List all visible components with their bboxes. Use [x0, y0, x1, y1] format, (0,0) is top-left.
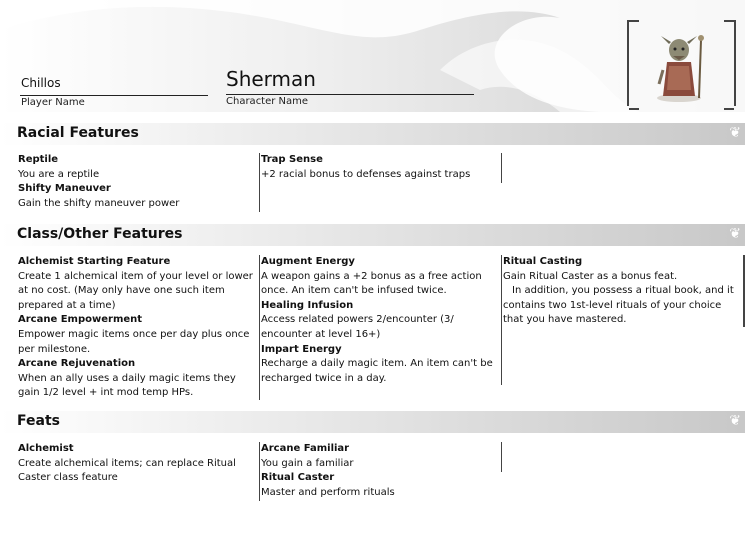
feature-title: Arcane Rejuvenation — [18, 358, 136, 370]
feature-title: Trap Sense — [261, 154, 323, 165]
feats-title: Feats — [17, 413, 60, 429]
column-divider — [259, 153, 260, 212]
character-name-label: Character Name — [226, 96, 309, 107]
feat-desc: You gain a familiar — [261, 457, 354, 469]
column-divider — [501, 255, 502, 385]
racial-features-col-1 — [18, 153, 254, 211]
feature-title: Shifty Maneuver — [18, 183, 111, 195]
feature-desc-text: In addition, you possess a ritual book, and it contains two 1st-level rituals of your choice that you have mastered. — [503, 285, 734, 326]
column-divider — [259, 255, 260, 400]
player-name-line — [20, 95, 208, 96]
column-divider — [501, 153, 502, 183]
feat-title: Ritual Caster — [261, 472, 335, 484]
feats-col-1 — [18, 442, 254, 486]
player-name-value: Chillos — [21, 76, 61, 90]
column-divider — [501, 442, 502, 472]
player-name-label: Player Name — [21, 97, 85, 108]
feature-title: Healing Infusion — [261, 299, 354, 311]
racial-features-col-2 — [261, 153, 497, 182]
feature-desc: Gain Ritual Caster as a bonus feat. — [503, 270, 678, 282]
feat-title: Alchemist — [18, 443, 74, 454]
feature-title: Augment Energy — [261, 256, 355, 267]
feature-desc: Create 1 alchemical item of your level or lower at no cost. (May only have one such item prepared at a time) — [18, 270, 253, 311]
character-portrait — [627, 20, 736, 106]
class-features-col-1 — [18, 255, 258, 401]
column-divider — [259, 442, 260, 501]
feature-title: Alchemist Starting Feature — [18, 256, 171, 267]
curl-ornament-icon: ❦ — [729, 413, 741, 429]
feature-desc: A weapon gains a +2 bonus as a free action once. An item can't be infused twice. — [261, 270, 482, 297]
feature-desc: Gain the shifty maneuver power — [18, 197, 180, 209]
racial-features-bar — [0, 123, 745, 145]
class-features-col-2 — [261, 255, 497, 386]
feat-title: Arcane Familiar — [261, 443, 350, 454]
character-name-line — [226, 94, 474, 95]
feature-title: Ritual Casting — [503, 256, 583, 267]
kobold-portrait-icon — [629, 20, 730, 106]
feature-title: Reptile — [18, 154, 59, 165]
character-name-value: Sherman — [226, 67, 316, 91]
class-features-col-3 — [503, 255, 741, 328]
feature-desc: Empower magic items once per day plus once per milestone. — [18, 328, 250, 355]
curl-ornament-icon: ❦ — [729, 226, 741, 242]
feats-col-2 — [261, 442, 497, 500]
racial-features-title: Racial Features — [17, 125, 139, 141]
feats-bar — [0, 411, 745, 433]
feature-title: Arcane Empowerment — [18, 314, 143, 326]
feature-desc: You are a reptile — [18, 168, 100, 180]
feat-desc: Create alchemical items; can replace Ritual Caster class feature — [18, 457, 236, 484]
curl-ornament-icon: ❦ — [729, 125, 741, 141]
class-features-title: Class/Other Features — [17, 226, 183, 242]
feature-desc: When an ally uses a daily magic items they gain 1/2 level + int mod temp HPs. — [18, 372, 236, 399]
feat-desc: Master and perform rituals — [261, 486, 395, 498]
feature-desc-continued — [503, 284, 741, 328]
feature-desc: +2 racial bonus to defenses against traps — [261, 168, 471, 180]
class-features-bar — [0, 224, 745, 246]
feature-desc: Recharge a daily magic item. An item can't be recharged twice in a day. — [261, 358, 493, 384]
feature-desc: Access related powers 2/encounter (3/ encounter at level 16+) — [261, 314, 454, 340]
feature-title: Impart Energy — [261, 343, 342, 355]
